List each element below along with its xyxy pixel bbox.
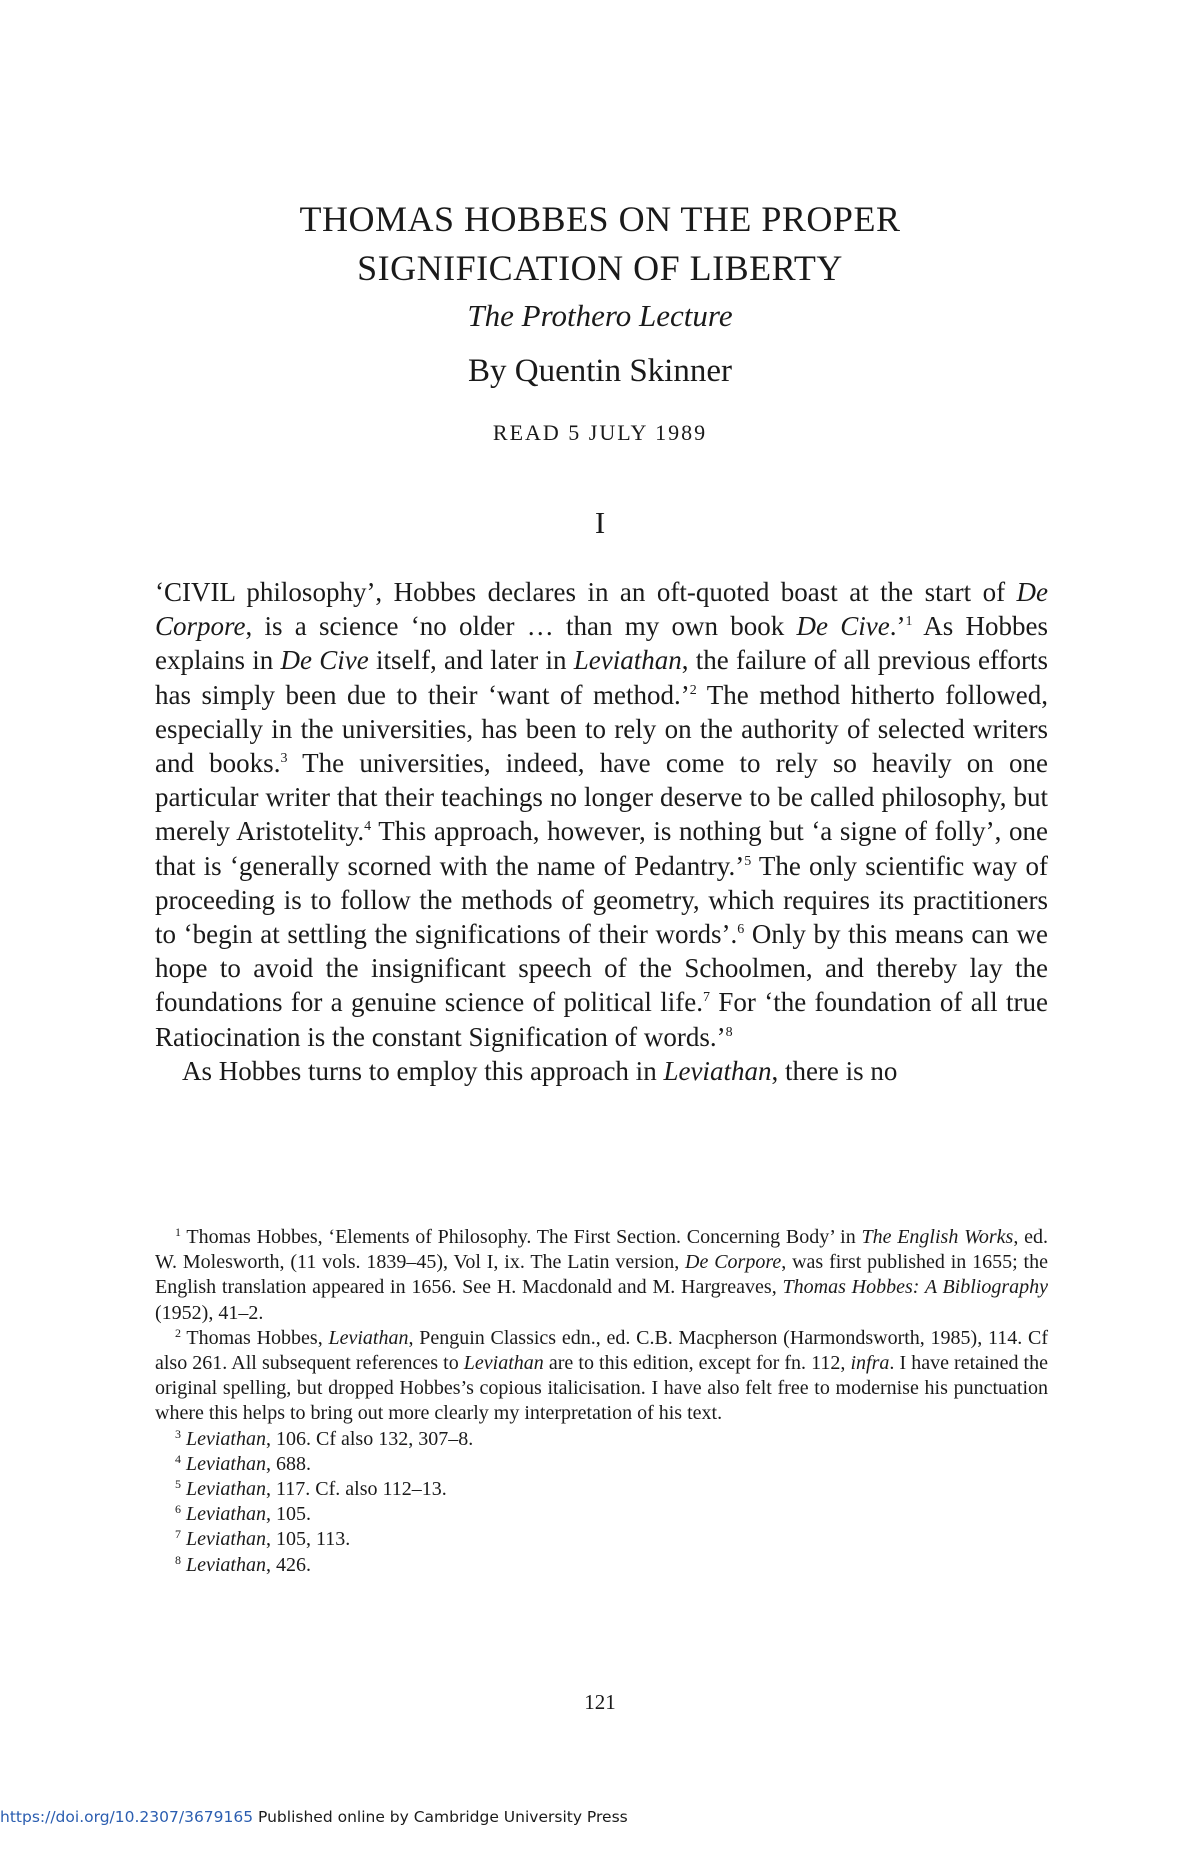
text-run: (1952), 41–2.	[155, 1301, 264, 1324]
text-run: , 105, 113.	[266, 1528, 351, 1551]
text-run: Thomas Hobbes,	[181, 1326, 329, 1349]
text-run: The only scientific way of proceeding is to follow the methods of geometry, which requires its practitioners to ‘begin at settling the significations of their words’.	[155, 850, 1049, 950]
title-line-1: THOMAS HOBBES ON THE PROPER	[299, 199, 901, 239]
text-run: .’	[889, 611, 906, 642]
italic-text: Leviathan	[181, 1503, 266, 1526]
text-run: , 688.	[266, 1452, 311, 1475]
italic-text: Thomas Hobbes: A Bibliography	[782, 1276, 1048, 1299]
footnote-marker: 3	[175, 1426, 181, 1441]
footnote-5	[155, 1477, 1048, 1502]
page-number: 121	[584, 1690, 616, 1714]
article-title	[150, 195, 1050, 293]
footnote-marker: 3	[280, 751, 288, 767]
text-run: , 105.	[266, 1503, 311, 1526]
publisher-footer	[0, 1808, 628, 1826]
footnote-marker: 2	[175, 1325, 181, 1340]
italic-text: De Cive	[280, 645, 369, 676]
footnote-marker: 6	[175, 1502, 181, 1517]
footnote-marker: 5	[175, 1477, 181, 1492]
text-run: Thomas Hobbes, ‘Elements of Philosophy. The First Section. Concerning Body’ in	[181, 1226, 862, 1248]
footnote-marker: 6	[737, 922, 745, 938]
footnote-6	[155, 1502, 1048, 1527]
footnote-marker: 8	[175, 1552, 181, 1567]
italic-text: Leviathan	[328, 1326, 409, 1349]
italic-text: Leviathan	[181, 1478, 266, 1501]
footnote-3	[155, 1427, 1048, 1452]
footnote-1	[155, 1225, 1048, 1326]
text-run: , Penguin Classics edn., ed. C.B. Macpherson (Harmondsworth, 1985), 114. Cf also 261. All subsequent references to	[155, 1326, 1048, 1375]
text-run: The universities, indeed, have come to rely so heavily on one particular writer that their teachings no longer deserve to be called philosophy, but merely Aristotelity.	[155, 748, 1048, 847]
footnote-marker: 2	[689, 682, 697, 698]
text-run: , 426.	[266, 1553, 311, 1576]
title-line-2: SIGNIFICATION OF LIBERTY	[357, 248, 843, 288]
text-run: As Hobbes explains in	[155, 611, 1048, 676]
italic-text: infra	[850, 1352, 890, 1375]
italic-text: Leviathan	[573, 645, 682, 676]
doi-link[interactable]: https://doi.org/10.2307/3679165	[0, 1808, 254, 1826]
footnote-marker: 5	[744, 853, 752, 869]
italic-text: De Corpore	[155, 577, 1048, 642]
text-run: , ed. W. Molesworth, (11 vols. 1839–45), Vol I, ix. The Latin version,	[155, 1226, 1048, 1274]
footnote-marker: 8	[725, 1024, 733, 1040]
footnote-marker: 7	[175, 1527, 181, 1542]
author-byline: By Quentin Skinner	[468, 353, 732, 389]
footnote-4	[155, 1452, 1048, 1477]
text-run: Only by this means can we hope to avoid the insignificant speech of the Schoolmen, and thereby lay the foundations for a genuine science of political life.	[155, 919, 1048, 1018]
section-numeral: I	[594, 505, 606, 540]
italic-text: The English Works	[861, 1226, 1014, 1248]
text-run: , there is no	[771, 1055, 898, 1086]
read-date: READ 5 JULY 1989	[492, 420, 708, 445]
body-text	[155, 575, 1048, 1088]
text-run: For ‘the foundation of all true Ratiocination is the constant Signification of words.’	[155, 987, 1049, 1052]
footnotes	[155, 1225, 1048, 1578]
italic-text: De Cive	[796, 611, 890, 642]
footnote-marker: 4	[364, 819, 372, 835]
italic-text: Leviathan	[181, 1452, 266, 1475]
text-run: itself, and later in	[368, 645, 574, 676]
italic-text: Leviathan	[181, 1427, 266, 1450]
italic-text: De Corpore	[685, 1251, 782, 1274]
italic-text: Leviathan	[181, 1528, 266, 1551]
italic-text: Leviathan	[463, 1352, 544, 1375]
footnote-2	[155, 1326, 1048, 1427]
italic-text: Leviathan	[181, 1553, 266, 1576]
footnote-marker: 7	[703, 990, 710, 1006]
text-run: , is a science ‘no older … than my own book	[245, 611, 797, 642]
text-run: The method hitherto followed, especially in the universities, has been to rely on the authority of selected writers and books.	[155, 679, 1048, 779]
footnote-marker: 4	[175, 1451, 181, 1466]
footnote-marker: 1	[175, 1225, 181, 1239]
footnote-marker: 1	[905, 614, 913, 630]
footnote-7	[155, 1527, 1048, 1552]
text-run: , 106. Cf also 132, 307–8.	[266, 1427, 474, 1450]
lecture-subtitle: The Prothero Lecture	[467, 298, 733, 333]
paragraph-2	[155, 1054, 1048, 1088]
italic-text: Leviathan	[663, 1055, 772, 1086]
text-run: As Hobbes turns to employ this approach in	[182, 1055, 664, 1086]
text-run: . I have retained the original spelling, but dropped Hobbes’s copious italicisation. I have also felt free to modernise his punctuation where this helps to bring out more clearly my interpretation of his text.	[155, 1352, 1048, 1425]
text-run: , 117. Cf. also 112–13.	[266, 1478, 447, 1501]
text-run: ‘CIVIL philosophy’, Hobbes declares in an oft-quoted boast at the start of	[155, 577, 1017, 607]
text-run: , was first published in 1655; the English translation appeared in 1656. See H. Macdonald and M. Hargreaves,	[155, 1251, 1048, 1299]
paragraph-1	[155, 575, 1048, 1054]
footnote-8	[155, 1553, 1048, 1578]
text-run: are to this edition, except for fn. 112,	[543, 1352, 851, 1375]
text-run: , the failure of all previous efforts has simply been due to their ‘want of method.’	[155, 645, 1048, 710]
text-run: This approach, however, is nothing but ‘a signe of folly’, one that is ‘generally scorned with the name of Pedantry.’	[155, 816, 1048, 881]
published-online-text: Published online by Cambridge University Press	[253, 1808, 628, 1826]
